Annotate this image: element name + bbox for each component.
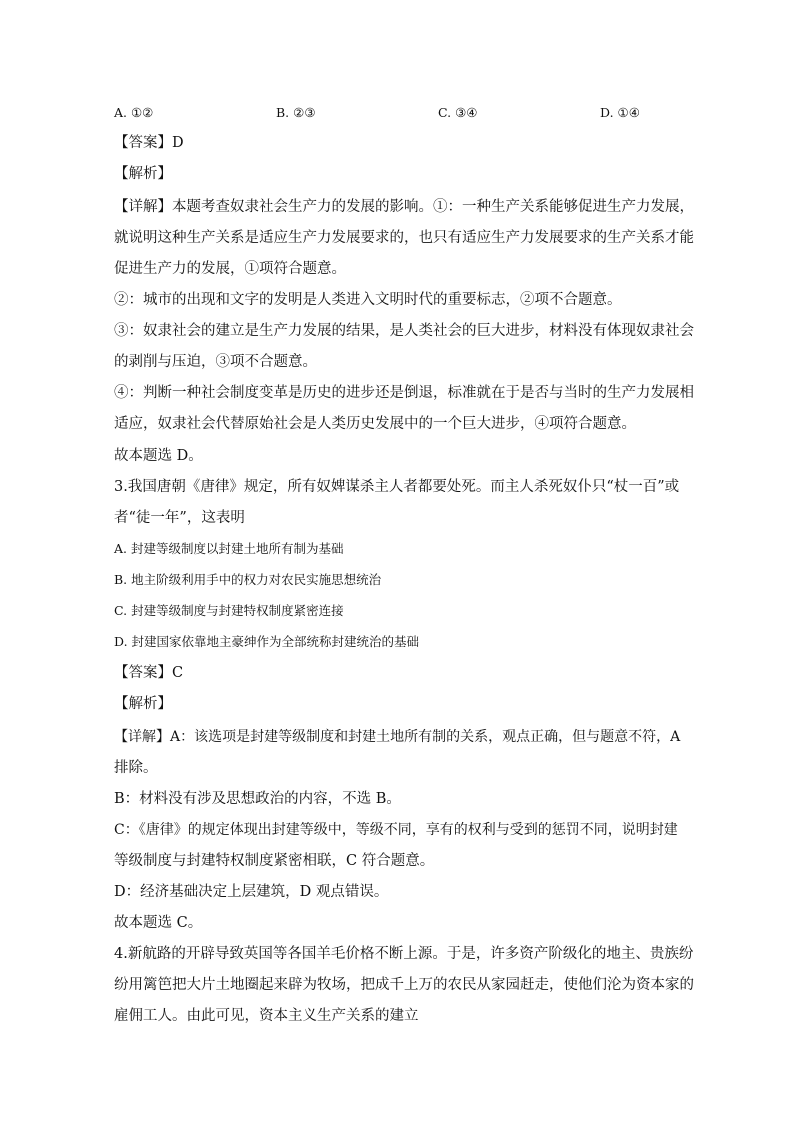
q3-detail-line: D：经济基础决定上层建筑，D 观点错误。 — [114, 884, 389, 900]
option-b: B. ②③ — [276, 105, 316, 120]
q3-stem-line: 3.我国唐朝《唐律》规定，所有奴婢谋杀主人者都要处死。而主人杀死奴仆只“杖一百”或 — [114, 479, 680, 495]
q2-detail-line: 就说明这种生产关系是适应生产力发展要求的，也只有适应生产力发展要求的生产关系才能 — [114, 230, 694, 246]
q3-option-b: B. 地主阶级利用手中的权力对农民实施思想统治 — [114, 572, 382, 587]
q2-analysis-heading: 【解析】 — [114, 166, 172, 182]
option-d: D. ①④ — [600, 105, 640, 120]
q4-stem-line: 4.新航路的开辟导致英国等各国羊毛价格不断上源。于是，许多资产阶级化的地主、贵族纷 — [114, 946, 694, 962]
q2-conclusion: 故本题选 D。 — [114, 448, 203, 464]
q3-option-c: C. 封建等级制度与封建特权制度紧密连接 — [114, 603, 344, 618]
q3-detail-line: 等级制度与封建特权制度紧密相联，C 符合题意。 — [114, 853, 435, 869]
q2-detail-line: 促进生产力的发展，①项符合题意。 — [114, 261, 346, 277]
q3-option-a: A. 封建等级制度以封建土地所有制为基础 — [114, 541, 344, 556]
q4-stem-line: 纷用篱笆把大片土地圈起来辟为牧场，把成千上万的农民从家园赶走，使他们沦为资本家的 — [114, 977, 694, 993]
q2-detail-line: ④：判断一种社会制度变革是历史的进步还是倒退，标准就在于是否与当时的生产力发展相 — [114, 385, 694, 401]
q2-detail-line: 【详解】本题考查奴隶社会生产力的发展的影响。①：一种生产关系能够促进生产力发展， — [114, 199, 694, 215]
q2-detail-line: 的剥削与压迫，③项不合题意。 — [114, 354, 317, 370]
q2-detail-line: ②：城市的出现和文字的发明是人类进入文明时代的重要标志，②项不合题意。 — [114, 292, 622, 308]
q3-detail-line: C：《唐律》的规定体现出封建等级中，等级不同，享有的权利与受到的惩罚不同，说明封建 — [114, 822, 678, 838]
q3-analysis-heading: 【解析】 — [114, 696, 172, 712]
q4-stem-line: 雇佣工人。由此可见，资本主义生产关系的建立 — [114, 1008, 419, 1024]
q2-detail-line: 适应，奴隶社会代替原始社会是人类历史发展中的一个巨大进步，④项符合题意。 — [114, 416, 636, 432]
q3-detail-line: 排除。 — [114, 760, 158, 776]
q2-answer: 【答案】D — [114, 135, 184, 151]
q3-detail-line: B：材料没有涉及思想政治的内容，不选 B。 — [114, 791, 401, 807]
q3-answer: 【答案】C — [114, 665, 184, 681]
q3-stem-line: 者“徒一年”，这表明 — [114, 510, 245, 526]
q3-detail-line: 【详解】A：该选项是封建等级制度和封建土地所有制的关系，观点正确，但与题意不符，A — [114, 729, 681, 745]
q3-conclusion: 故本题选 C。 — [114, 915, 203, 931]
option-c: C. ③④ — [438, 105, 478, 120]
option-a: A. ①② — [114, 105, 154, 120]
q3-option-d: D. 封建国家依靠地主豪绅作为全部统称封建统治的基础 — [114, 634, 420, 649]
q2-detail-line: ③：奴隶社会的建立是生产力发展的结果，是人类社会的巨大进步，材料没有体现奴隶社会 — [114, 323, 694, 339]
